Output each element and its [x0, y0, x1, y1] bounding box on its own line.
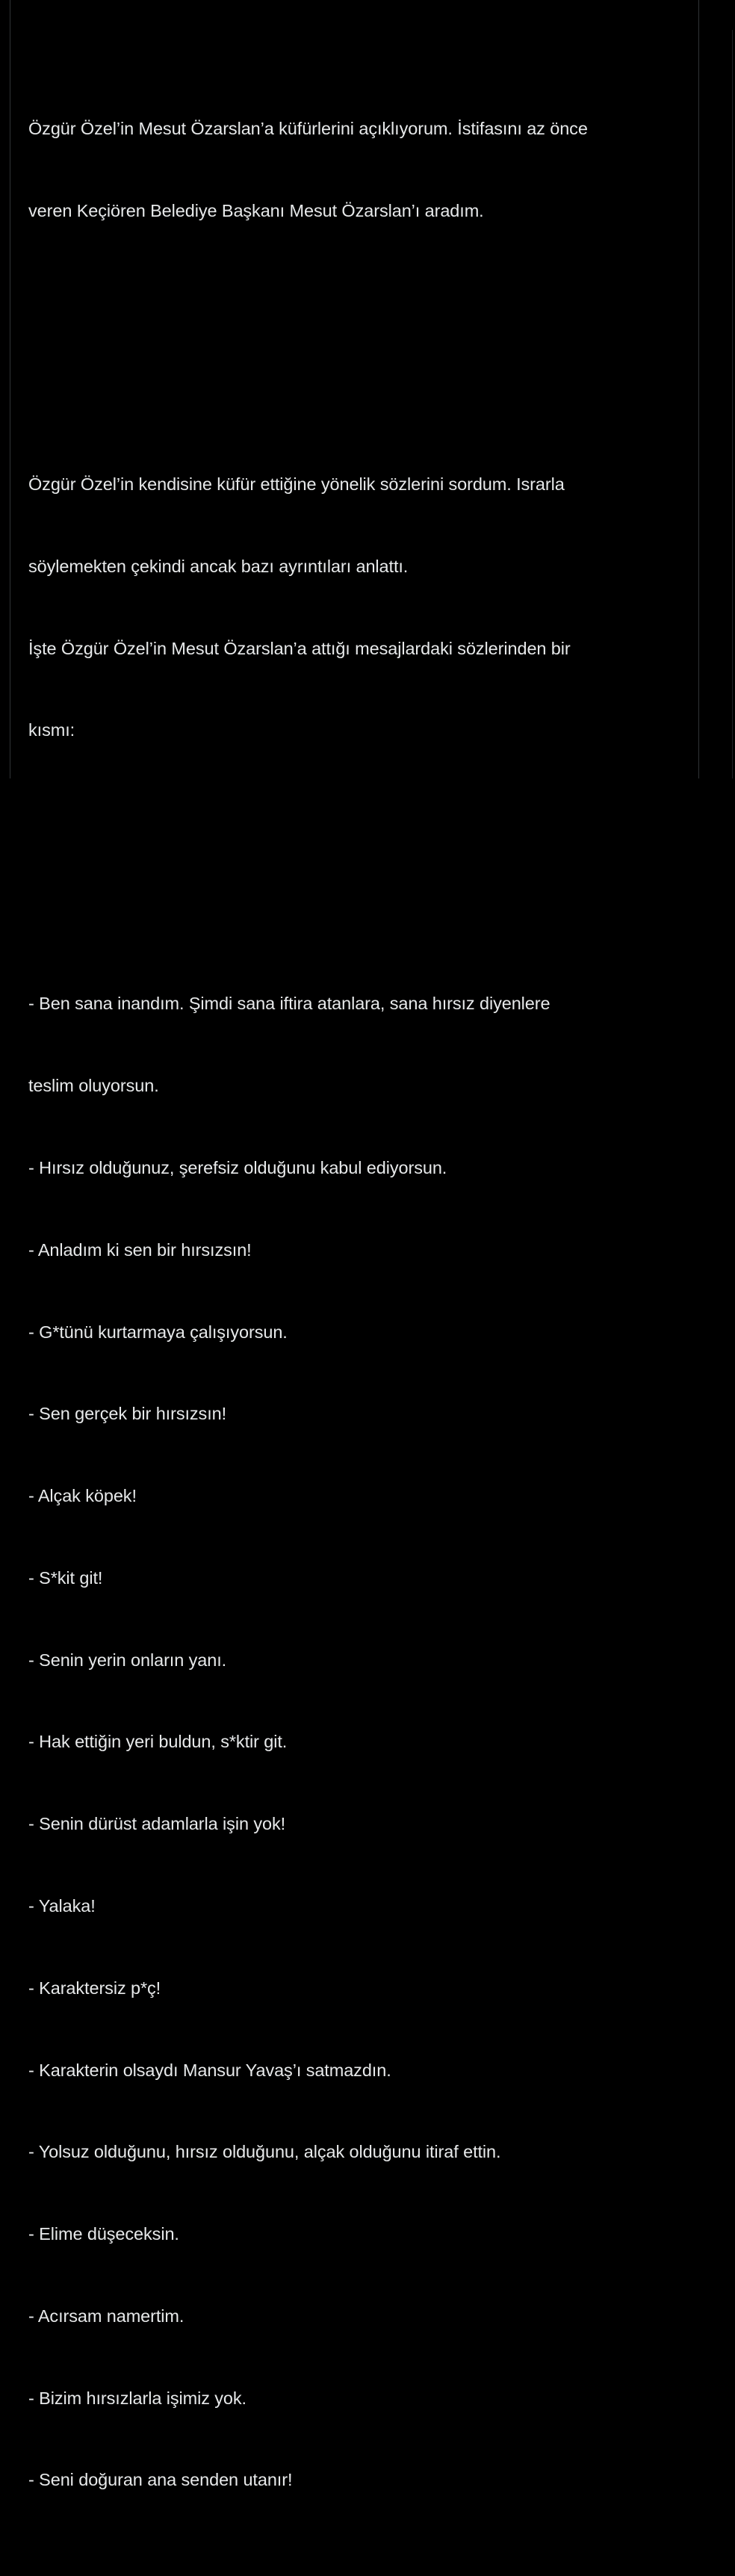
tweet-text: [28, 6, 693, 2576]
quote-line: - Karakterin olsaydı Mansur Yavaş’ı satmazdın.: [28, 2060, 391, 2080]
tweet-line: Özgür Özel’in kendisine küfür ettiğine yönelik sözlerini sordum. Israrla: [28, 474, 565, 495]
tweet-line: veren Keçiören Belediye Başkanı Mesut Özarslan’ı aradım.: [28, 201, 484, 221]
paragraph-gap: [28, 853, 693, 881]
quote-line: - S*kit git!: [28, 1567, 103, 1588]
quote-line: - Sen gerçek bir hırsızsın!: [28, 1404, 227, 1424]
quote-line: - Hırsız olduğunuz, şerefsiz olduğunu kabul ediyorsun.: [28, 1157, 447, 1177]
tweet-line: İşte Özgür Özel’in Mesut Özarslan’a attığı mesajlardaki sözlerinden bir: [28, 638, 571, 658]
quote-line: - Ben sana inandım. Şimdi sana iftira atanlara, sana hırsız diyenlere: [28, 994, 551, 1014]
left-gutter: [0, 0, 10, 778]
quote-line: - Seni doğuran ana senden utanır!: [28, 2470, 293, 2490]
right-edge-divider: [732, 30, 733, 778]
paragraph-gap: [28, 334, 693, 362]
tweet-context-paragraph: [28, 416, 693, 799]
tweet-intro-paragraph: [28, 61, 693, 279]
quote-line: - G*tünü kurtarmaya çalışıyorsun.: [28, 1322, 288, 1342]
quote-line: - Acırsam namertim.: [28, 2306, 184, 2326]
quote-line: - Senin dürüst adamlarla işin yok!: [28, 1814, 286, 1834]
quote-line: - Yalaka!: [28, 1895, 96, 1916]
quote-line: - Elime düşeceksin.: [28, 2224, 179, 2244]
tweet-line: söylemekten çekindi ancak bazı ayrıntıları anlattı.: [28, 556, 409, 576]
tweet-quotes-list: [28, 935, 693, 2548]
quote-line: - Anladım ki sen bir hırsızsın!: [28, 1239, 252, 1260]
tweet-line: kısmı:: [28, 720, 75, 740]
quote-line: - Hak ettiğin yeri buldun, s*ktir git.: [28, 1732, 288, 1752]
quote-line: - Alçak köpek!: [28, 1486, 137, 1506]
tweet-line: Özgür Özel’in Mesut Özarslan’a küfürlerini açıklıyorum. İstifasını az önce: [28, 119, 588, 139]
quote-line: - Senin yerin onların yanı.: [28, 1650, 227, 1670]
quote-line: teslim oluyorsun.: [28, 1076, 159, 1096]
right-gutter: [699, 0, 735, 778]
quote-line: - Karaktersiz p*ç!: [28, 1978, 161, 1998]
quote-line: - Yolsuz olduğunu, hırsız olduğunu, alçak olduğunu itiraf ettin.: [28, 2142, 501, 2162]
quote-line: - Bizim hırsızlarla işimiz yok.: [28, 2388, 246, 2408]
